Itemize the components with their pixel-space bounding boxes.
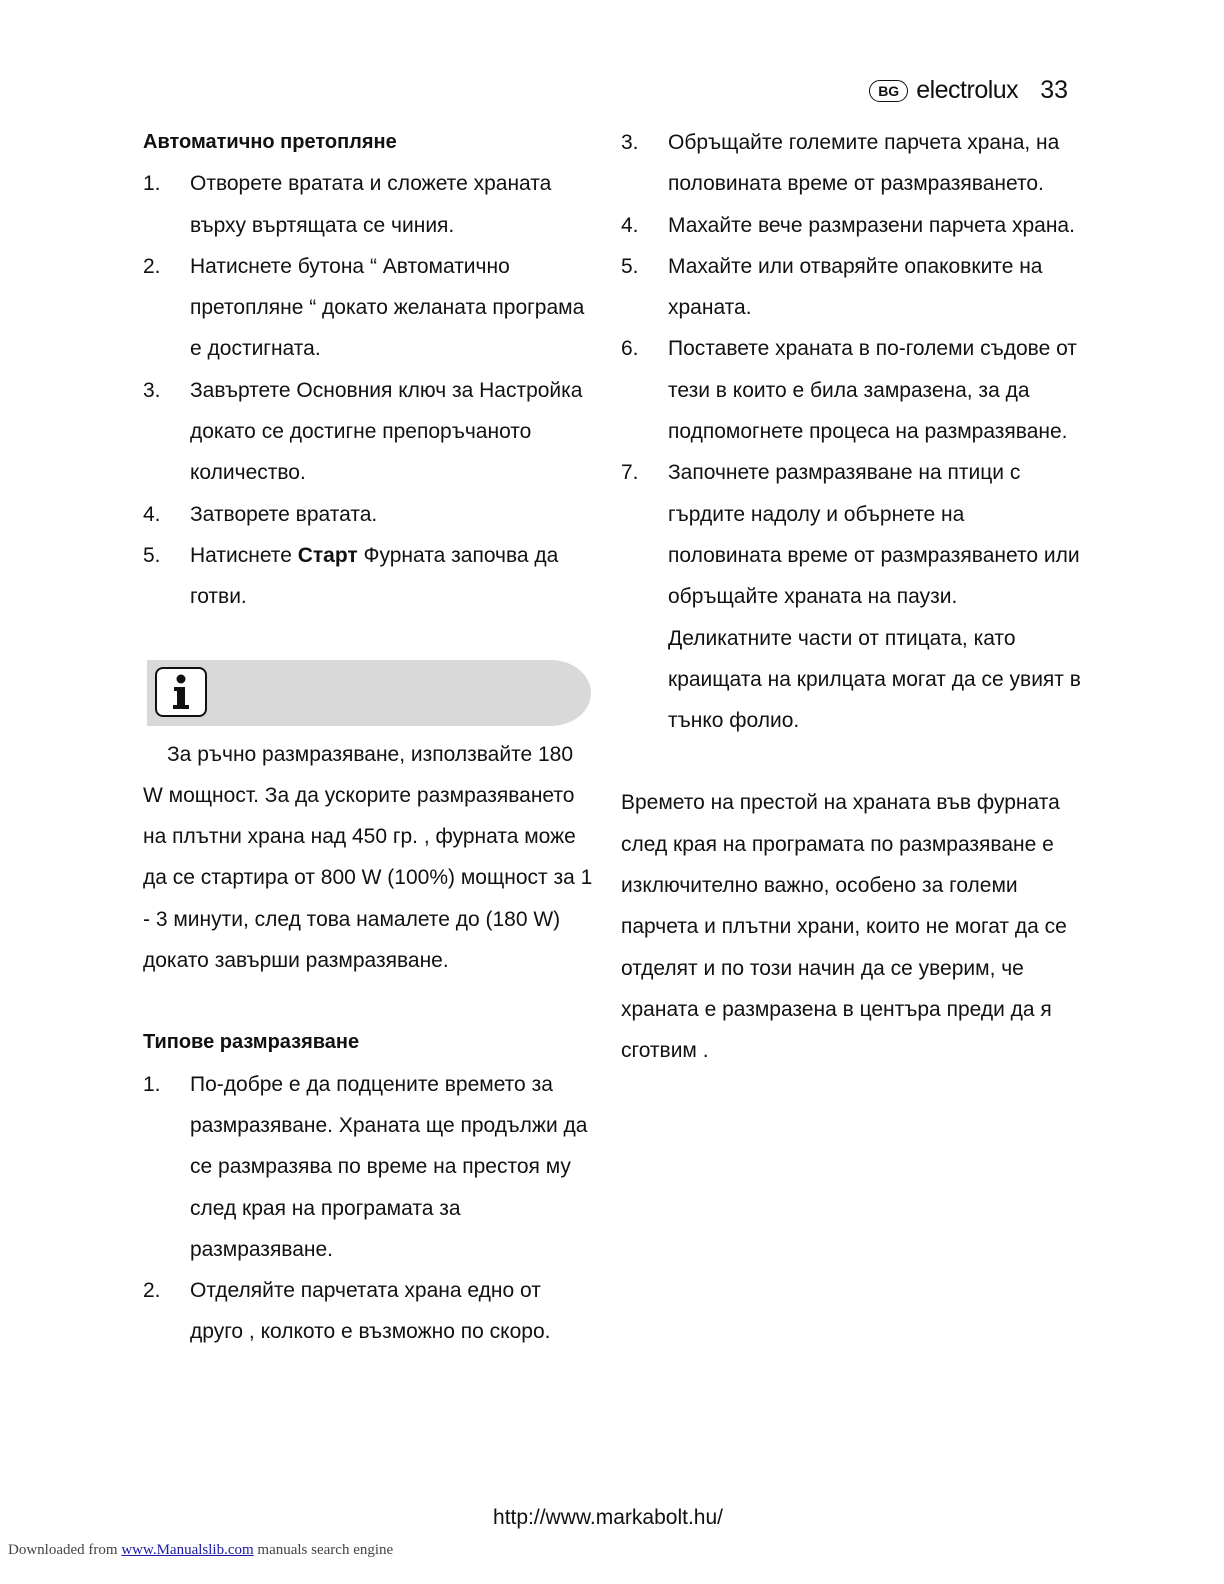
- section-heading-auto-reheat: Автоматично претопляне: [143, 131, 397, 153]
- list-item: 5. Махайте или отваряйте опаковките на храната.: [621, 254, 1043, 320]
- defrost-tips-steps: [621, 122, 1081, 741]
- list-item: 4. Махайте вече размразени парчета храна.: [621, 213, 1075, 237]
- start-button-label: Старт: [297, 543, 358, 567]
- footer-url: http://www.markabolt.hu/: [493, 1506, 723, 1529]
- list-item: 2. Натиснете бутона “ Автоматично претопляне “ докато желаната програма е достигната.: [143, 254, 585, 361]
- section-heading-defrost-types: Типове размразяване: [143, 1031, 360, 1054]
- list-item: 3. Обръщайте големите парчета храна, на половината време от размразяването.: [621, 131, 1060, 196]
- defrost-type-steps: [143, 1064, 593, 1353]
- list-item: 1. По-добре е да подцените времето за размразяване. Храната ще продължи да се размразява по време на престоя му след края на програмата за размразяване.: [143, 1072, 588, 1261]
- language-badge: BG: [869, 80, 908, 102]
- info-note-text: За ръчно размразяване, използвайте 180 W мощност. За да ускорите размразяването на плътни храна над 450 гр. , фурната може да се стартира от 800 W (100%) мощност за 1 - 3 минути, след това намалете до (180 W) докато завърши размразяване.: [143, 742, 593, 973]
- list-item: 2. Отделяйте парчетата храна едно от друго , колкото е възможно по скоро.: [143, 1279, 551, 1344]
- left-column: [143, 122, 593, 1353]
- manualslib-link[interactable]: www.Manualslib.com: [121, 1542, 254, 1558]
- brand-logo: electrolux: [916, 76, 1019, 104]
- list-item: 1. Отворете вратата и сложете храната върху въртящата се чиния.: [143, 172, 552, 237]
- list-item: 5. Натиснете Старт Фурната започва да готви.: [143, 543, 559, 609]
- list-item: 4. Затворете вратата.: [143, 502, 378, 526]
- list-item: 6. Поставете храната в по-големи съдове от тези в които е била замразена, за да подпомогнете процеса на размразяване.: [621, 337, 1077, 444]
- info-icon: [155, 667, 207, 717]
- download-credit: Downloaded from www.Manualslib.com manuals search engine: [8, 1542, 394, 1558]
- page-number: 33: [1040, 76, 1068, 104]
- standing-time-paragraph: Времето на престой на храната във фурната след края на програмата по размразяване е изключително важно, особено за големи парчета и плътни храни, които не могат да се отделят и по този начин да се уверим, че храната е размразена в центъра преди да я сготвим .: [621, 791, 1067, 1063]
- info-note-banner: [147, 660, 591, 726]
- right-column: [621, 122, 1081, 1072]
- list-item: 7. Започнете размразяване на птици с гърдите надолу и обърнете на половината време от размразяването или обръщайте храната на паузи. Деликатните части от птицата, като краищата на крилцата могат да се увият в тънко фолио.: [621, 461, 1081, 733]
- auto-reheat-steps: [143, 163, 593, 617]
- page-header: [869, 76, 1068, 105]
- list-item: 3. Завъртете Основния ключ за Настройка докато се достигне препоръчаното количество.: [143, 378, 583, 485]
